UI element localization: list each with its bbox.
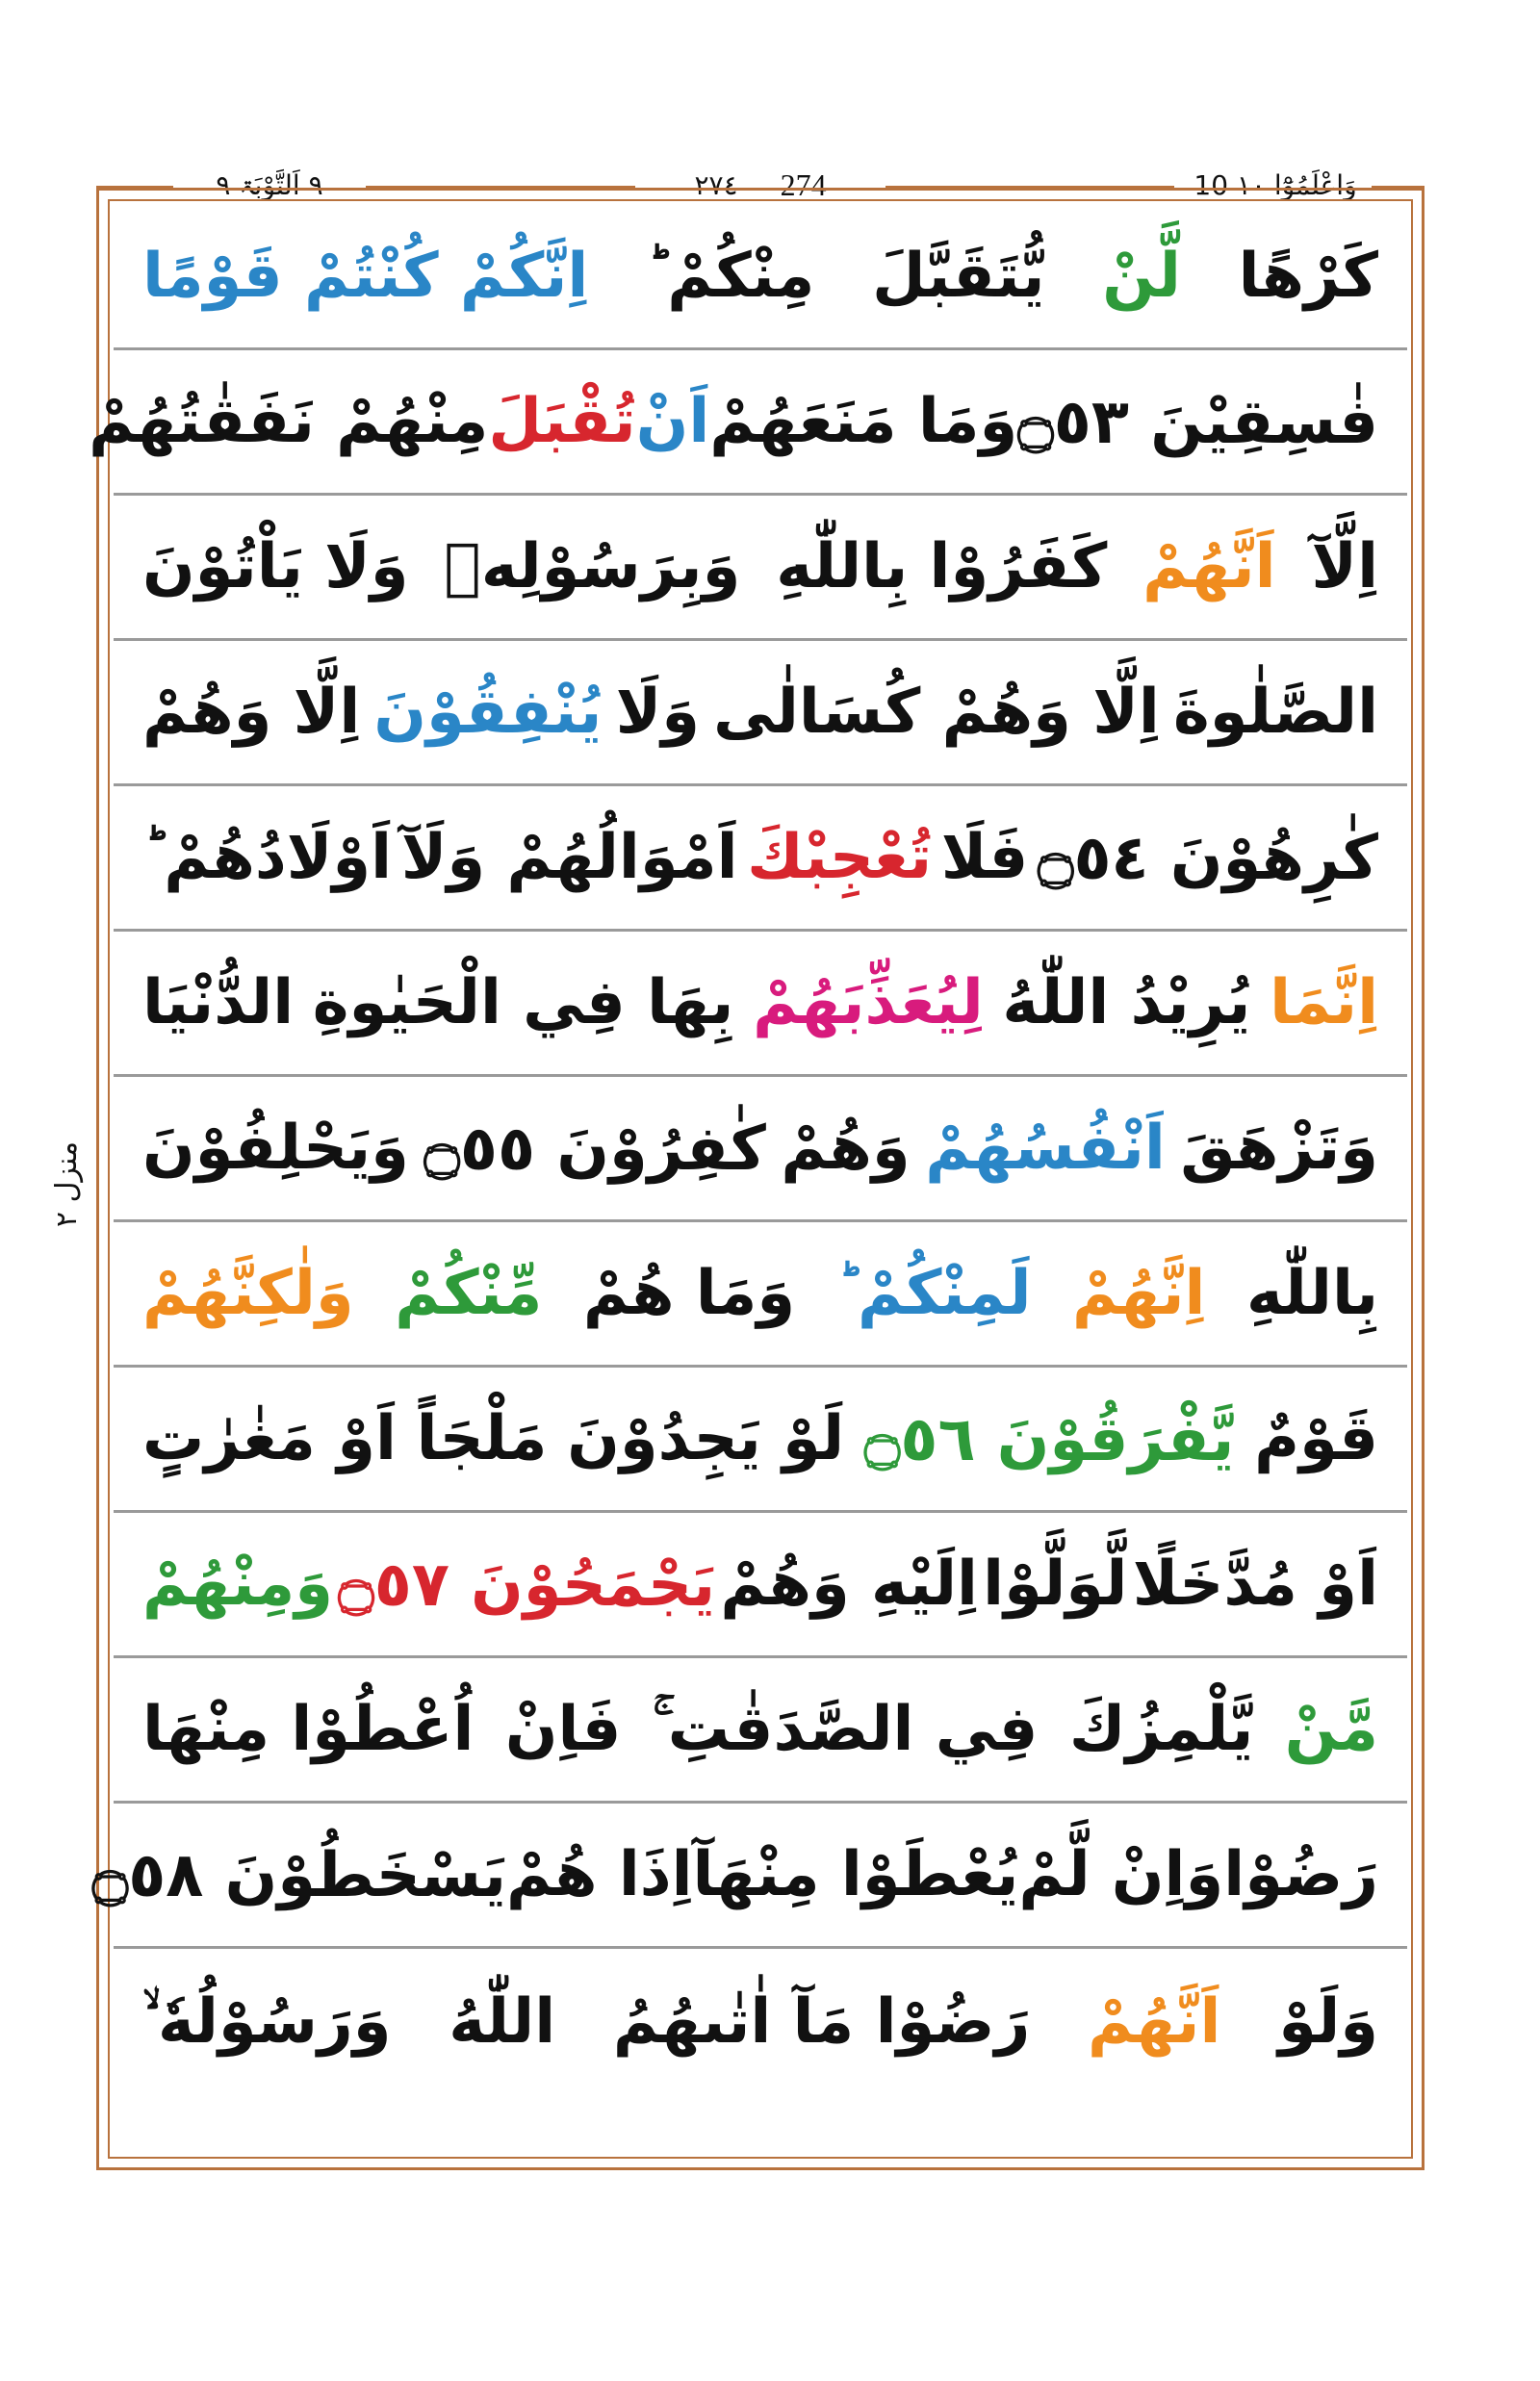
text-segment: اُعْطُوْا مِنْهَا — [142, 1694, 475, 1765]
text-segment: الدُّنْيَا — [142, 967, 295, 1038]
text-line-8 — [114, 1222, 1407, 1368]
text-segment: يَّفْرَقُوْنَ ۝٥٦ — [863, 1403, 1235, 1475]
text-segment: يَسْخَطُوْنَ ۝٥٨ — [91, 1839, 506, 1911]
text-segment: وَلَا يَاْتُوْنَ — [142, 531, 409, 602]
text-segment: فَلَا — [940, 822, 1029, 893]
text-segment: اِلَّآ — [1311, 531, 1378, 602]
text-segment: مِنْكُمْ ؕ — [645, 241, 815, 312]
text-segment: يُعْطَوْا مِنْهَآ — [692, 1839, 1019, 1910]
text-line-1 — [114, 205, 1407, 350]
text-segment: تُقْبَلَ — [488, 386, 636, 457]
text-segment: فِي الصَّدَقٰتِ ۚ — [652, 1694, 1039, 1765]
text-segment: قَوْمٌ — [1254, 1403, 1378, 1474]
text-line-2 — [89, 350, 1407, 496]
text-segment: كَفَرُوْا بِاللّٰهِ — [776, 531, 1108, 602]
text-line-13 — [114, 1949, 1407, 2094]
text-segment: اللّٰهُ — [449, 1985, 556, 2058]
text-line-7 — [114, 1077, 1407, 1222]
page-number-arabic: ٢٧٤ — [694, 168, 738, 201]
text-segment: اِلَيْهِ وَهُمْ — [720, 1549, 978, 1620]
text-segment: لَّنْ — [1102, 241, 1181, 312]
text-segment: يُّتَقَبَّلَ — [872, 241, 1045, 312]
text-segment: وَمِنْهُمْ — [142, 1549, 333, 1620]
text-segment: اَوْ مَغٰرٰتٍ — [142, 1403, 397, 1474]
text-line-5 — [114, 786, 1407, 932]
text-segment: لَمِنْكُمْ ؕ — [835, 1258, 1032, 1329]
text-segment: اَنْفُسُهُمْ — [925, 1113, 1166, 1184]
text-segment: يُرِيْدُ اللّٰهُ — [1002, 967, 1251, 1038]
text-segment: اَوْ مُدَّخَلًا — [1132, 1549, 1378, 1620]
text-segment: اِنَّهُمْ — [1072, 1258, 1206, 1329]
text-segment: مَلْجَاً — [416, 1403, 548, 1474]
text-segment: يَّلْمِزُكَ — [1068, 1694, 1254, 1765]
text-segment: لِيُعَذِّبَهُمْ — [753, 967, 984, 1038]
text-line-11 — [114, 1658, 1407, 1804]
text-segment: وَلٰكِنَّهُمْ — [142, 1258, 354, 1329]
text-segment: لَوْ يَجِدُوْنَ — [567, 1403, 845, 1474]
text-segment: اَنْ — [635, 386, 710, 457]
text-segment: وَرَسُوْلُهٗ ۙ — [142, 1985, 392, 2058]
text-segment: فَاِنْ — [504, 1694, 622, 1765]
text-segment: يَجْمَحُوْنَ ۝٥٧ — [338, 1549, 716, 1621]
text-segment: بِاللّٰهِ — [1245, 1258, 1378, 1329]
text-segment: اَنَّهُمْ — [1087, 1985, 1221, 2058]
text-segment: اِلَّا وَهُمْ كُسَالٰى — [713, 677, 1160, 748]
text-segment: يُنْفِقُوْنَ — [373, 677, 603, 748]
text-segment: اَنَّهُمْ — [1142, 531, 1276, 602]
text-segment: اِذَا هُمْ — [505, 1839, 693, 1910]
text-segment: رَضُوْا — [1223, 1839, 1378, 1910]
text-segment: وَيَحْلِفُوْنَ — [142, 1113, 409, 1184]
text-segment: تُعْجِبْكَ — [747, 822, 933, 893]
text-line-9 — [114, 1368, 1407, 1513]
text-segment: كَرْهًا — [1238, 241, 1378, 312]
text-segment: مِّنْكُمْ — [395, 1258, 543, 1329]
text-segment: وَاِنْ لَّمْ — [1018, 1839, 1224, 1910]
text-line-3 — [114, 496, 1407, 641]
text-segment: فٰسِقِيْنَ ۝٥٣ — [1017, 386, 1378, 458]
text-segment: وَبِرَسُوْلِهٖ — [444, 531, 741, 602]
text-segment: وَتَزْهَقَ — [1180, 1113, 1378, 1184]
quran-text-lines — [89, 205, 1407, 2094]
text-segment: اِنَّكُمْ كُنْتُمْ قَوْمًا — [142, 241, 589, 312]
text-segment: وَلَا — [615, 677, 700, 748]
text-segment: الصَّلٰوةَ — [1172, 677, 1378, 748]
text-segment: رَضُوْا مَآ اٰتٰىهُمُ — [612, 1985, 1031, 2058]
text-segment: مِنْهُمْ نَفَقٰتُهُمْ — [89, 386, 489, 457]
text-line-6 — [114, 932, 1407, 1077]
surah-label: ٩ اَلتَّوْبَۃ ٩ — [216, 168, 323, 201]
text-segment: كٰفِرُوْنَ ۝٥٥ — [424, 1113, 766, 1185]
text-line-4 — [114, 641, 1407, 786]
text-segment: مَّنْ — [1284, 1694, 1378, 1765]
text-segment: وَمَا هُمْ — [582, 1258, 796, 1329]
text-segment: وَمَا مَنَعَهُمْ — [709, 386, 1018, 457]
text-segment: وَلَوْ — [1278, 1985, 1378, 2058]
page-number: 274 — [780, 166, 827, 202]
juz-label: 10 وَاعْلَمُوْٓا ١٠ — [1194, 168, 1357, 201]
text-segment: اِلَّا وَهُمْ — [142, 677, 361, 748]
text-segment: اِنَّمَا — [1270, 967, 1378, 1038]
text-segment: لَّوَلَّوْا — [983, 1549, 1128, 1620]
text-segment: اَوْلَادُهُمْ ؕ — [142, 822, 393, 893]
text-segment: بِهَا فِي الْحَيٰوةِ — [312, 967, 734, 1038]
manzil-side-label: منزل ٢ — [50, 1140, 85, 1227]
text-line-10 — [114, 1513, 1407, 1658]
text-line-12 — [91, 1804, 1407, 1949]
text-segment: وَهُمْ — [781, 1113, 911, 1184]
text-segment: كٰرِهُوْنَ ۝٥٤ — [1037, 822, 1378, 894]
text-segment: اَمْوَالُهُمْ وَلَآ — [400, 822, 738, 893]
